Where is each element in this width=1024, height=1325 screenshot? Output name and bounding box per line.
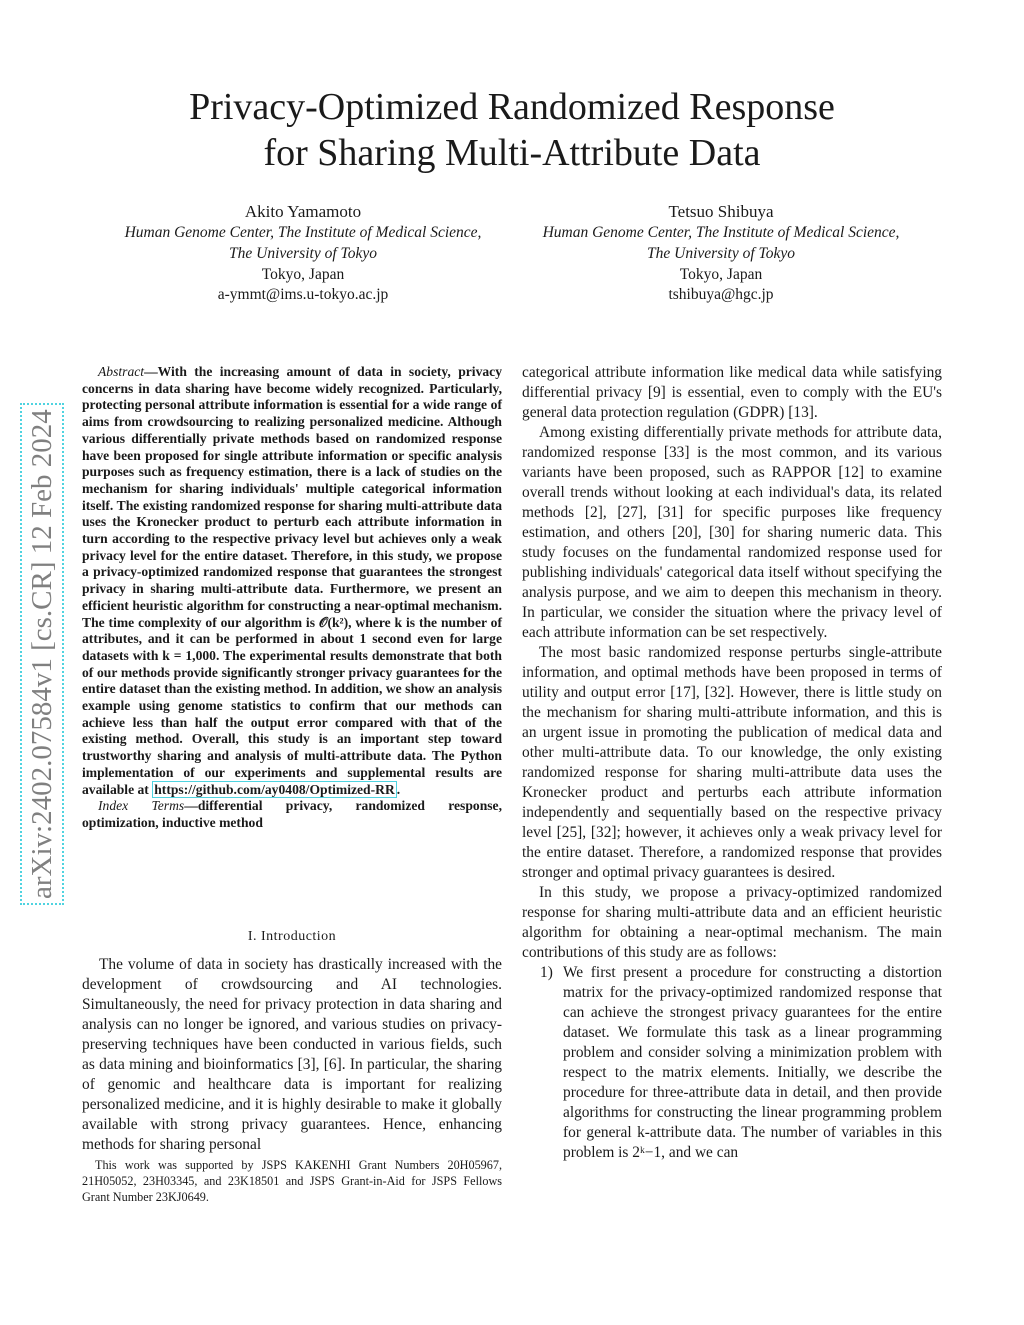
section-heading: I. Introduction	[247, 929, 337, 944]
author-block-1	[93, 201, 513, 306]
introduction-left	[82, 905, 502, 1155]
author-email: tshibuya@hgc.jp	[668, 286, 774, 304]
author-email: a-ymmt@ims.u-tokyo.ac.jp	[217, 286, 389, 304]
author-affiliation: The University of Tokyo	[647, 244, 795, 262]
abstract-end: .	[396, 781, 401, 797]
author-location: Tokyo, Japan	[261, 265, 345, 283]
right-column	[522, 363, 942, 1163]
footnote-text: This work was supported by JSPS KAKENHI Grant Numbers 20H05967, 21H05052, 23H03345, and 23K18501 and JSPS Grant-in-Aid for JSPS Fellows Grant Number 23KJ0649.	[82, 1158, 502, 1204]
abstract-label: Abstract	[98, 364, 145, 379]
author-affiliation: Human Genome Center, The Institute of Medical Science,	[124, 224, 482, 241]
index-terms-label: Index Terms	[98, 798, 185, 814]
arxiv-identifier: arXiv:2402.07584v1 [cs.CR] 12 Feb 2024	[20, 403, 64, 905]
paragraph: The most basic randomized response perturbs single-attribute information, and optimal methods have been proposed in terms of utility and output error [17], [32]. However, there is little study on the mechanism for sharing multi-attribute information, and this is an urgent issue in promoting the publication of medical data and other multi-attribute data. To our knowledge, the only existing randomized response for sharing multi-attribute data uses the Kronecker product and perturbs each attribute information independently and sequentially based on the respective privacy level [25], [32]; however, it achieves only a weak privacy level for the entire dataset. Therefore, a randomized response that provides stronger and optimal privacy guarantees is desired.	[522, 644, 942, 881]
author-name: Akito Yamamoto	[244, 202, 362, 221]
author-location: Tokyo, Japan	[679, 265, 763, 283]
list-text: We first present a procedure for constructing a distortion matrix for the privacy-optimized randomized response that can achieve the strongest privacy guarantees for the entire dataset. We formulate this task as a linear programming problem and consider solving a minimization problem with respect to the matrix elements. Initially, we describe the procedure for three-attribute data in detail, and then provide algorithms for constructing the linear programming problem for general k-attribute data. The number of variables in this problem is 2ᵏ−1, and we can	[563, 964, 942, 1161]
paragraph: In this study, we propose a privacy-optimized randomized response for sharing multi-attribute data and an efficient heuristic algorithm for obtaining a near-optimal mechanism. The main contributions of this study are as follows:	[522, 884, 942, 961]
paragraph: Among existing differentially private methods for attribute data, randomized response [33] is the most common, and its various variants have been proposed, such as RAPPOR [12] to examine overall trends without looking at each individual's data, its related methods [2], [27], [31] for specific purposes like frequency estimation, and others [20], [30] for sharing numeric data. This study focuses on the fundamental randomized response used for publishing individuals' categorical data itself without specifying the analysis purpose, and we aim to deepen this mechanism in theory. In particular, we consider the situation where the privacy level of each attribute information can be set respectively.	[522, 424, 942, 641]
paper-title	[0, 84, 1024, 176]
footnote	[82, 1157, 502, 1205]
list-number: 1)	[540, 964, 553, 981]
author-affiliation: Human Genome Center, The Institute of Medical Science,	[542, 224, 900, 241]
contributions-list	[522, 963, 942, 1163]
author-name: Tetsuo Shibuya	[668, 202, 774, 221]
github-link[interactable]: https://github.com/ay0408/Optimized-RR	[154, 781, 395, 797]
abstract-text: —With the increasing amount of data in society, privacy concerns in data sharing have become widely recognized. Particularly, protecting personal attribute information is essential for a wide range of aims from crowdsourcing to realizing personalized medicine. Although various differentially private methods based on randomized response have been proposed for single attribute information or specific analysis purposes such as frequency estimation, there is a lack of studies on the mechanism for sharing individuals' multiple categorical information itself. The existing randomized response for sharing multi-attribute data uses the Kronecker product to perturb each attribute information in turn according to the respective privacy level but achieves only a weak privacy level for the entire dataset. Therefore, in this study, we propose a privacy-optimized randomized response that guarantees the strongest privacy in sharing multi-attribute data. Furthermore, we present an efficient heuristic algorithm for constructing a near-optimal mechanism. The time complexity of our algorithm is 𝒪(k²), where k is the number of attributes, and it can be performed in about 1 second even for large datasets with k = 1,000. The experimental results demonstrate that both of our methods provide significantly stronger privacy guarantees for the entire dataset than the existing method. In addition, we show an analysis example using genome statistics to confirm that our methods can achieve less than half the output error compared with that of the existing method. Overall, this study is an important step toward trustworthy sharing and analysis of multi-attribute data. The Python implementation of our experiments and supplemental results are available at	[82, 364, 502, 797]
paragraph: The volume of data in society has drastically increased with the development of crowdsourcing and AI technologies. Simultaneously, the need for privacy protection in data sharing and analysis can no longer be ignored, and various studies on privacy-preserving techniques have been conducted in various fields, such as data mining and bioinformatics [3], [6]. In particular, the sharing of genomic and healthcare data is important for realizing personalized medicine, and it is highly desirable to make it globally available with strong privacy guarantees. Hence, enhancing methods for sharing personal	[82, 956, 502, 1153]
author-block-2	[511, 201, 931, 306]
title-line-2: for Sharing Multi-Attribute Data	[263, 132, 761, 174]
abstract	[82, 364, 502, 832]
paragraph: categorical attribute information like medical data while satisfying differential privacy [9] is essential, even to comply with the EU's general data protection regulation (GDPR) [13].	[522, 364, 942, 421]
title-line-1: Privacy-Optimized Randomized Response	[189, 86, 835, 128]
index-terms-text: —differential privacy, randomized response, optimization, inductive method	[82, 798, 502, 830]
list-item	[522, 963, 942, 1163]
author-affiliation: The University of Tokyo	[229, 244, 377, 262]
